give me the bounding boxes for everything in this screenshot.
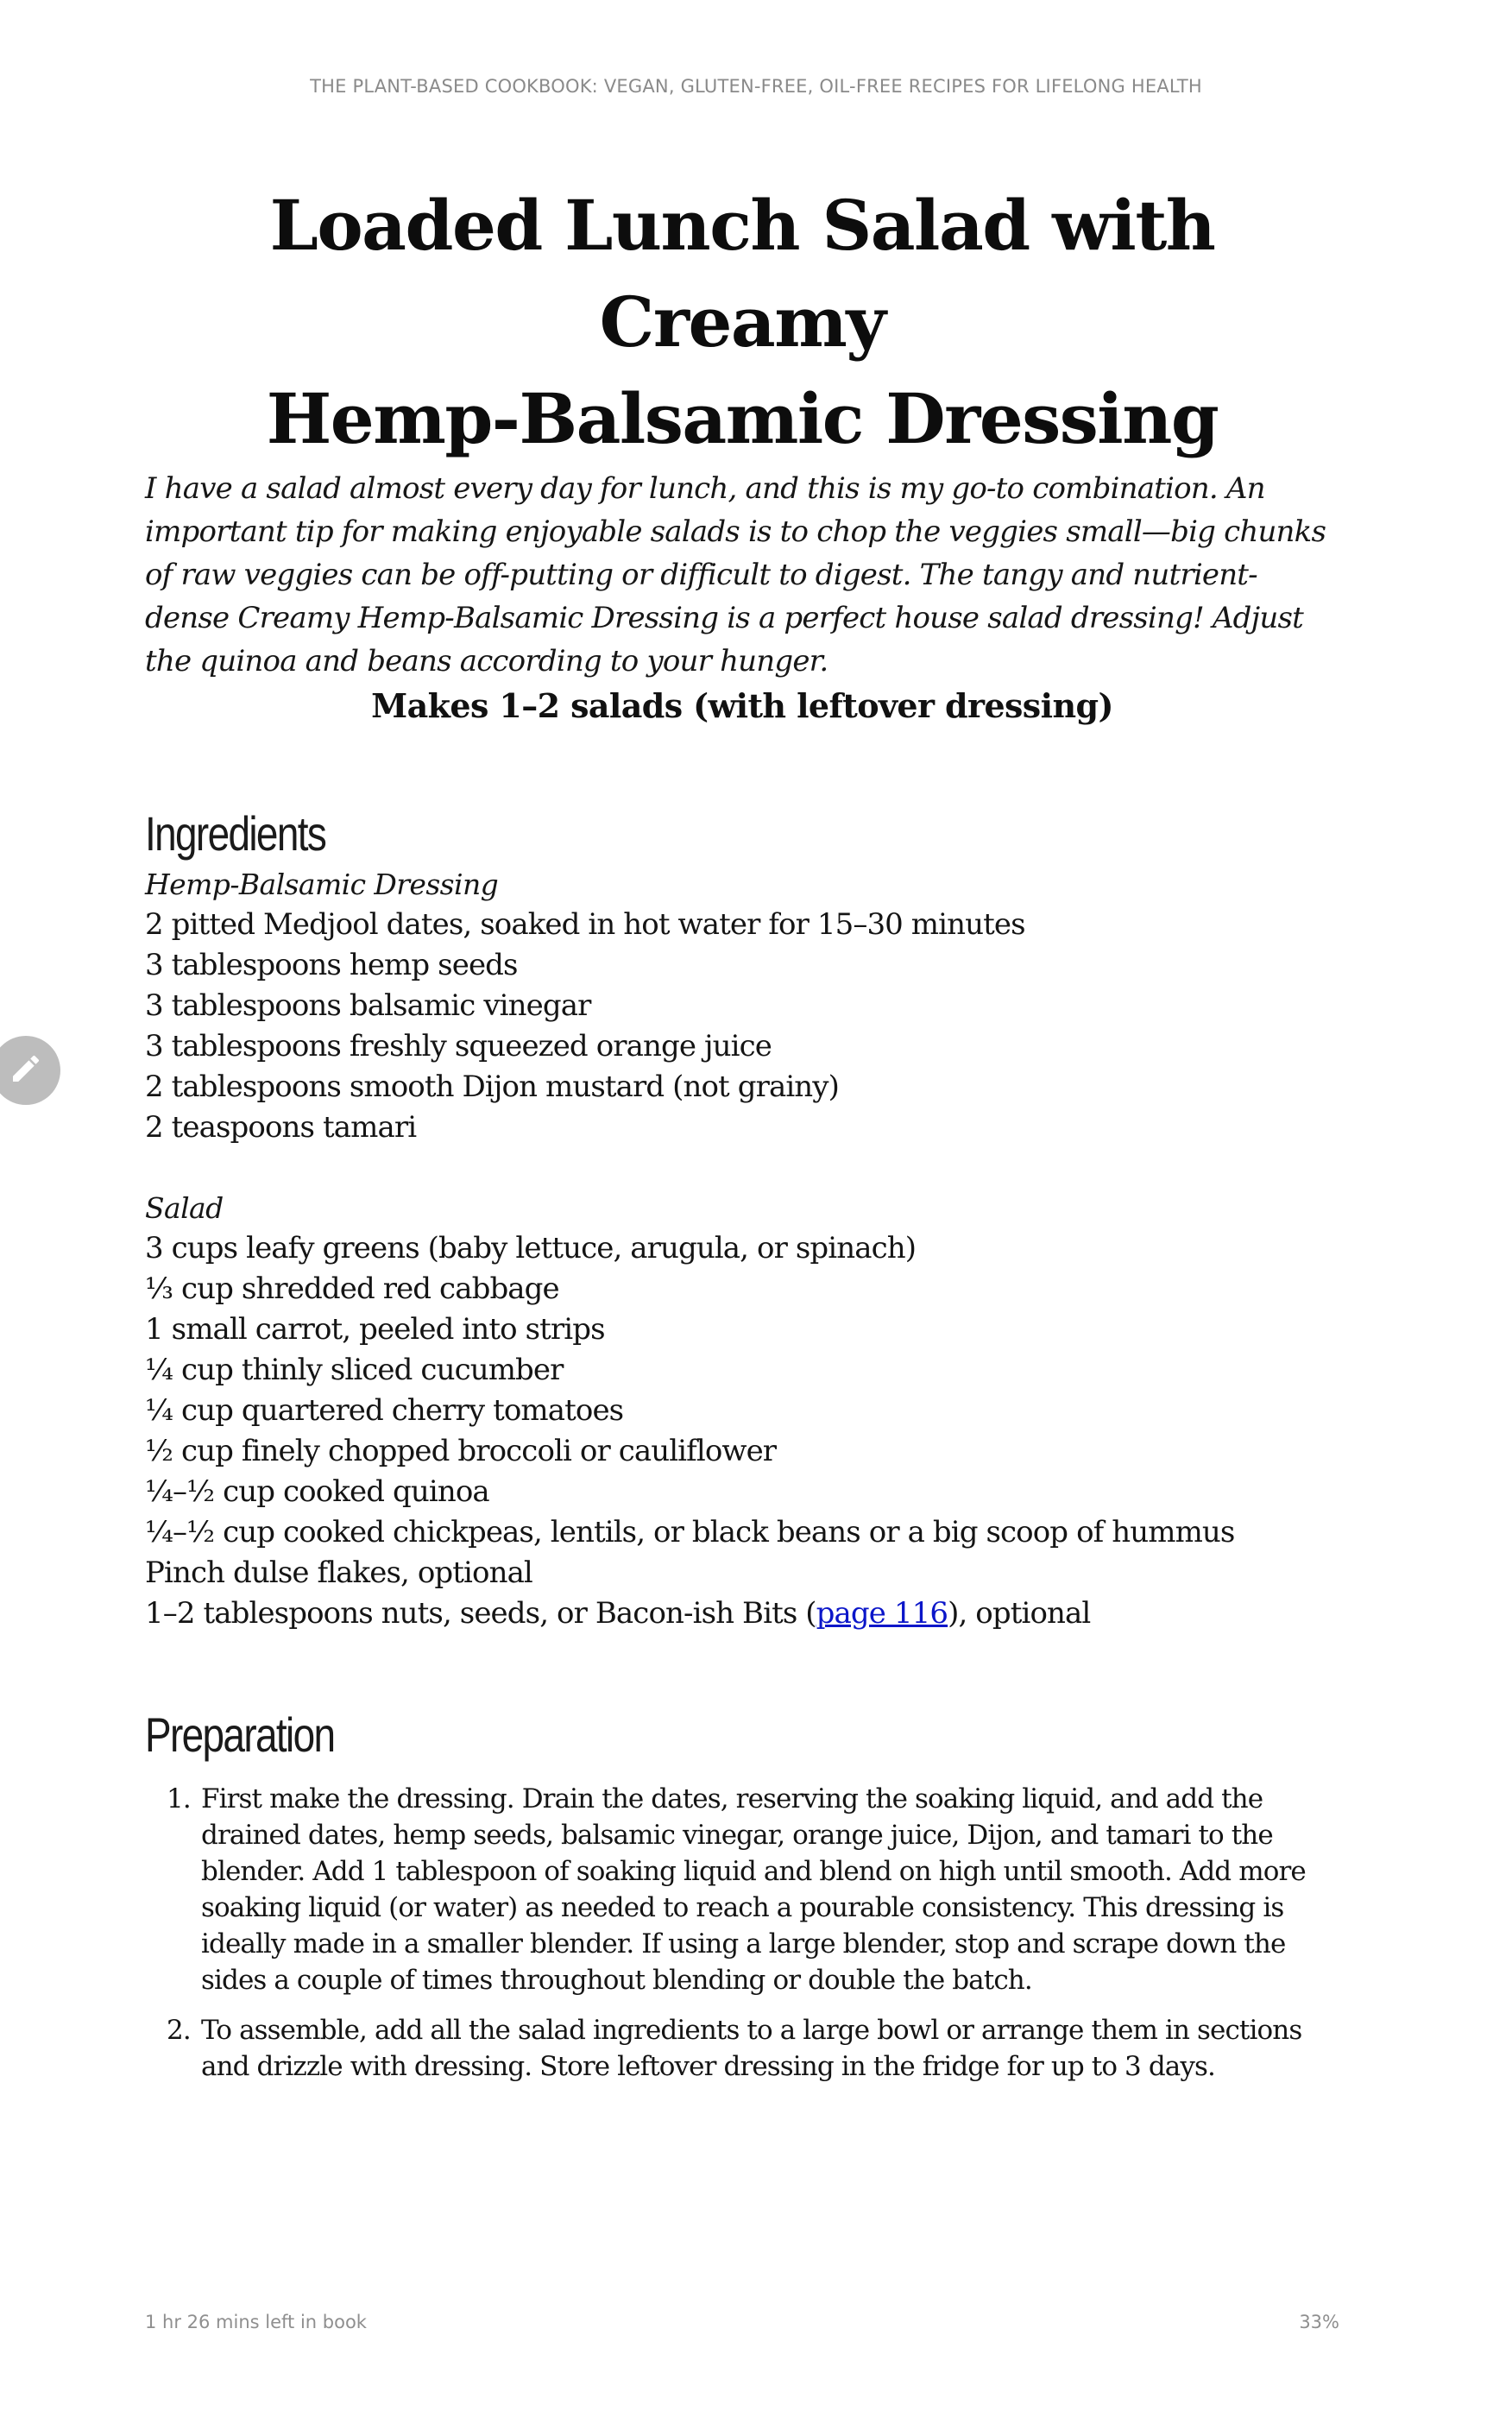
step-number: 2.	[167, 2015, 191, 2046]
ingredient-item: 2 tablespoons smooth Dijon mustard (not grainy)	[145, 1070, 839, 1104]
preparation-steps	[145, 1781, 1339, 2085]
page-116-link[interactable]: page 116	[816, 1596, 948, 1631]
ingredient-item: 2 teaspoons tamari	[145, 1110, 417, 1145]
salad-ingredients-list	[145, 1228, 1339, 1634]
ingredient-item: Pinch dulse flakes, optional	[145, 1556, 532, 1590]
recipe-title-line-1: Loaded Lunch Salad with Creamy	[269, 185, 1215, 363]
salad-subheading: Salad	[145, 1191, 224, 1225]
ingredient-text: 1–2 tablespoons nuts, seeds, or Bacon-ish Bits (	[145, 1596, 816, 1631]
step-item	[167, 1781, 1339, 1998]
ingredient-item: ½ cup finely chopped broccoli or cauliflower	[145, 1434, 777, 1468]
running-header: THE PLANT-BASED COOKBOOK: VEGAN, GLUTEN-FREE, OIL-FREE RECIPES FOR LIFELONG HEALTH	[310, 76, 1202, 97]
ingredient-item: 3 cups leafy greens (baby lettuce, arugula, or spinach)	[145, 1231, 917, 1265]
ingredient-item: ¼–½ cup cooked chickpeas, lentils, or black beans or a big scoop of hummus	[145, 1515, 1235, 1549]
time-left-in-book: 1 hr 26 mins left in book	[145, 2312, 367, 2332]
ingredient-item: 2 pitted Medjool dates, soaked in hot water for 15–30 minutes	[145, 907, 1025, 942]
ingredient-item: 3 tablespoons freshly squeezed orange juice	[145, 1029, 772, 1063]
dressing-subheading: Hemp-Balsamic Dressing	[145, 868, 499, 901]
ingredient-item: ¼ cup thinly sliced cucumber	[145, 1353, 564, 1387]
ingredient-item: ¼–½ cup cooked quinoa	[145, 1474, 489, 1509]
ingredients-heading: Ingredients	[145, 806, 326, 861]
recipe-title-line-2: Hemp-Balsamic Dressing	[266, 378, 1219, 459]
ingredient-item: 3 tablespoons hemp seeds	[145, 948, 518, 982]
ingredient-item: ¼ cup quartered cherry tomatoes	[145, 1393, 624, 1428]
reading-progress: 33%	[1299, 2312, 1339, 2332]
ingredient-item: 1 small carrot, peeled into strips	[145, 1312, 605, 1347]
preparation-heading: Preparation	[145, 1707, 335, 1762]
ingredient-item: 3 tablespoons balsamic vinegar	[145, 988, 591, 1023]
ingredient-item: ⅓ cup shredded red cabbage	[145, 1272, 559, 1306]
recipe-page	[145, 177, 1339, 2098]
step-number: 1.	[167, 1783, 191, 1814]
recipe-yield: Makes 1–2 salads (with leftover dressing)	[371, 686, 1113, 725]
dressing-ingredients-list	[145, 905, 1339, 1148]
ingredient-text: ), optional	[948, 1596, 1091, 1631]
recipe-title	[145, 177, 1339, 467]
pencil-icon	[9, 1051, 43, 1089]
annotate-button[interactable]	[0, 1036, 60, 1105]
step-text: First make the dressing. Drain the dates, reserving the soaking liquid, and add the drained dates, hemp seeds, balsamic vinegar, orange juice, Dijon, and tamari to the blender. Add 1 tablespoon of soaking liquid and blend on high until smooth. Add more soaking liquid (or water) as needed to reach a pourable consistency. This dressing is ideally made in a smaller blender. If using a large blender, stop and scrape down the sides a couple of times throughout blending or double the batch.	[201, 1783, 1306, 1996]
ingredient-item	[145, 1593, 1339, 1634]
step-text: To assemble, add all the salad ingredients to a large bowl or arrange them in sections and drizzle with dressing. Store leftover dressing in the fridge for up to 3 days.	[201, 2015, 1302, 2082]
step-item	[167, 2012, 1339, 2085]
recipe-intro: I have a salad almost every day for lunch, and this is my go-to combination. An important tip for making enjoyable salads is to chop the veggies small—big chunks of raw veggies can be off-putting or difficult to digest. The tangy and nutrient-dense Creamy Hemp-Balsamic Dressing is a perfect house salad dressing! Adjust the quinoa and beans according to your hunger.	[145, 471, 1326, 678]
